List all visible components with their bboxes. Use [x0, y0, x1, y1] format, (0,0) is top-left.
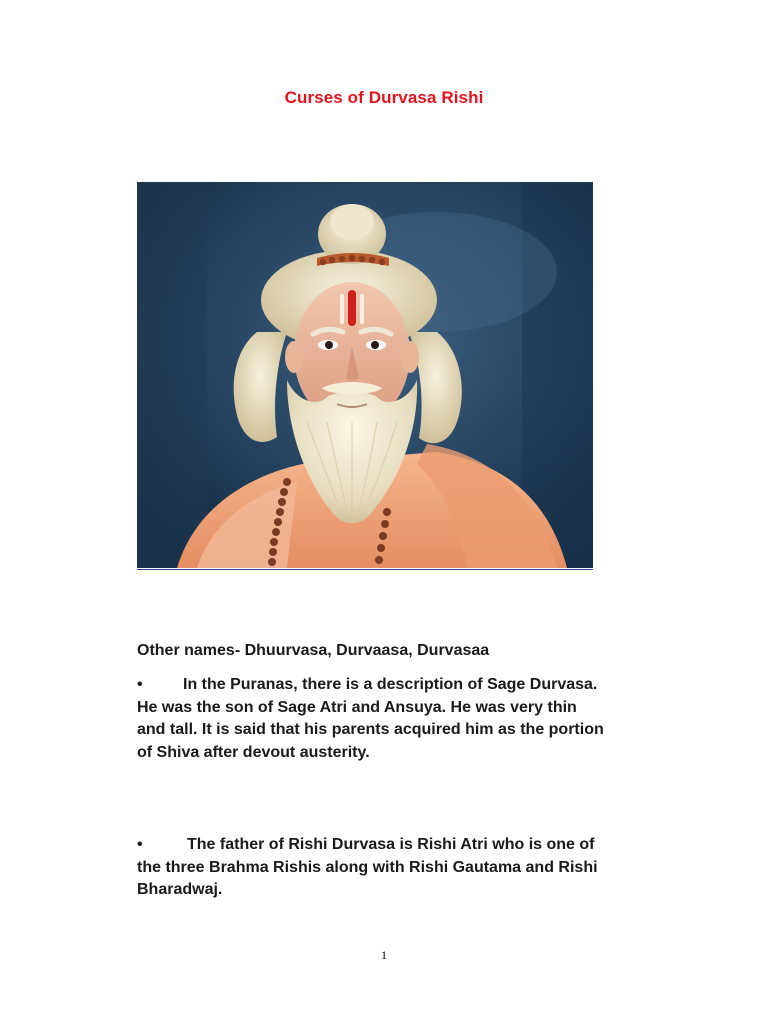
portrait-illustration — [137, 182, 593, 568]
bullet-paragraph-2 — [137, 834, 607, 902]
bullet-marker: • — [137, 836, 143, 853]
document-title: Curses of Durvasa Rishi — [284, 88, 484, 107]
photo-underline-rule — [137, 569, 593, 570]
left-eye — [325, 341, 333, 349]
bullet-marker: • — [137, 676, 143, 693]
bullet-paragraph-1-text: In the Puranas, there is a description of Sage Durvasa. He was the son of Sage Atri and Ansuya. He was very thin and tall. It is said that his parents acquired him as the portion of Shiva after devout austerity. — [137, 676, 604, 761]
bullet-paragraph-1 — [137, 674, 607, 764]
page-number: 1 — [381, 948, 387, 962]
other-names-paragraph: Other names- Dhuurvasa, Durvaasa, Durvasaa — [137, 642, 490, 659]
right-eye — [371, 341, 379, 349]
sage-portrait-photo — [137, 182, 593, 568]
tilak — [340, 294, 344, 324]
bullet-paragraph-2-text: The father of Rishi Durvasa is Rishi Atri who is one of the three Brahma Rishis along with Rishi Gautama and Rishi Bharadwaj. — [137, 836, 598, 898]
